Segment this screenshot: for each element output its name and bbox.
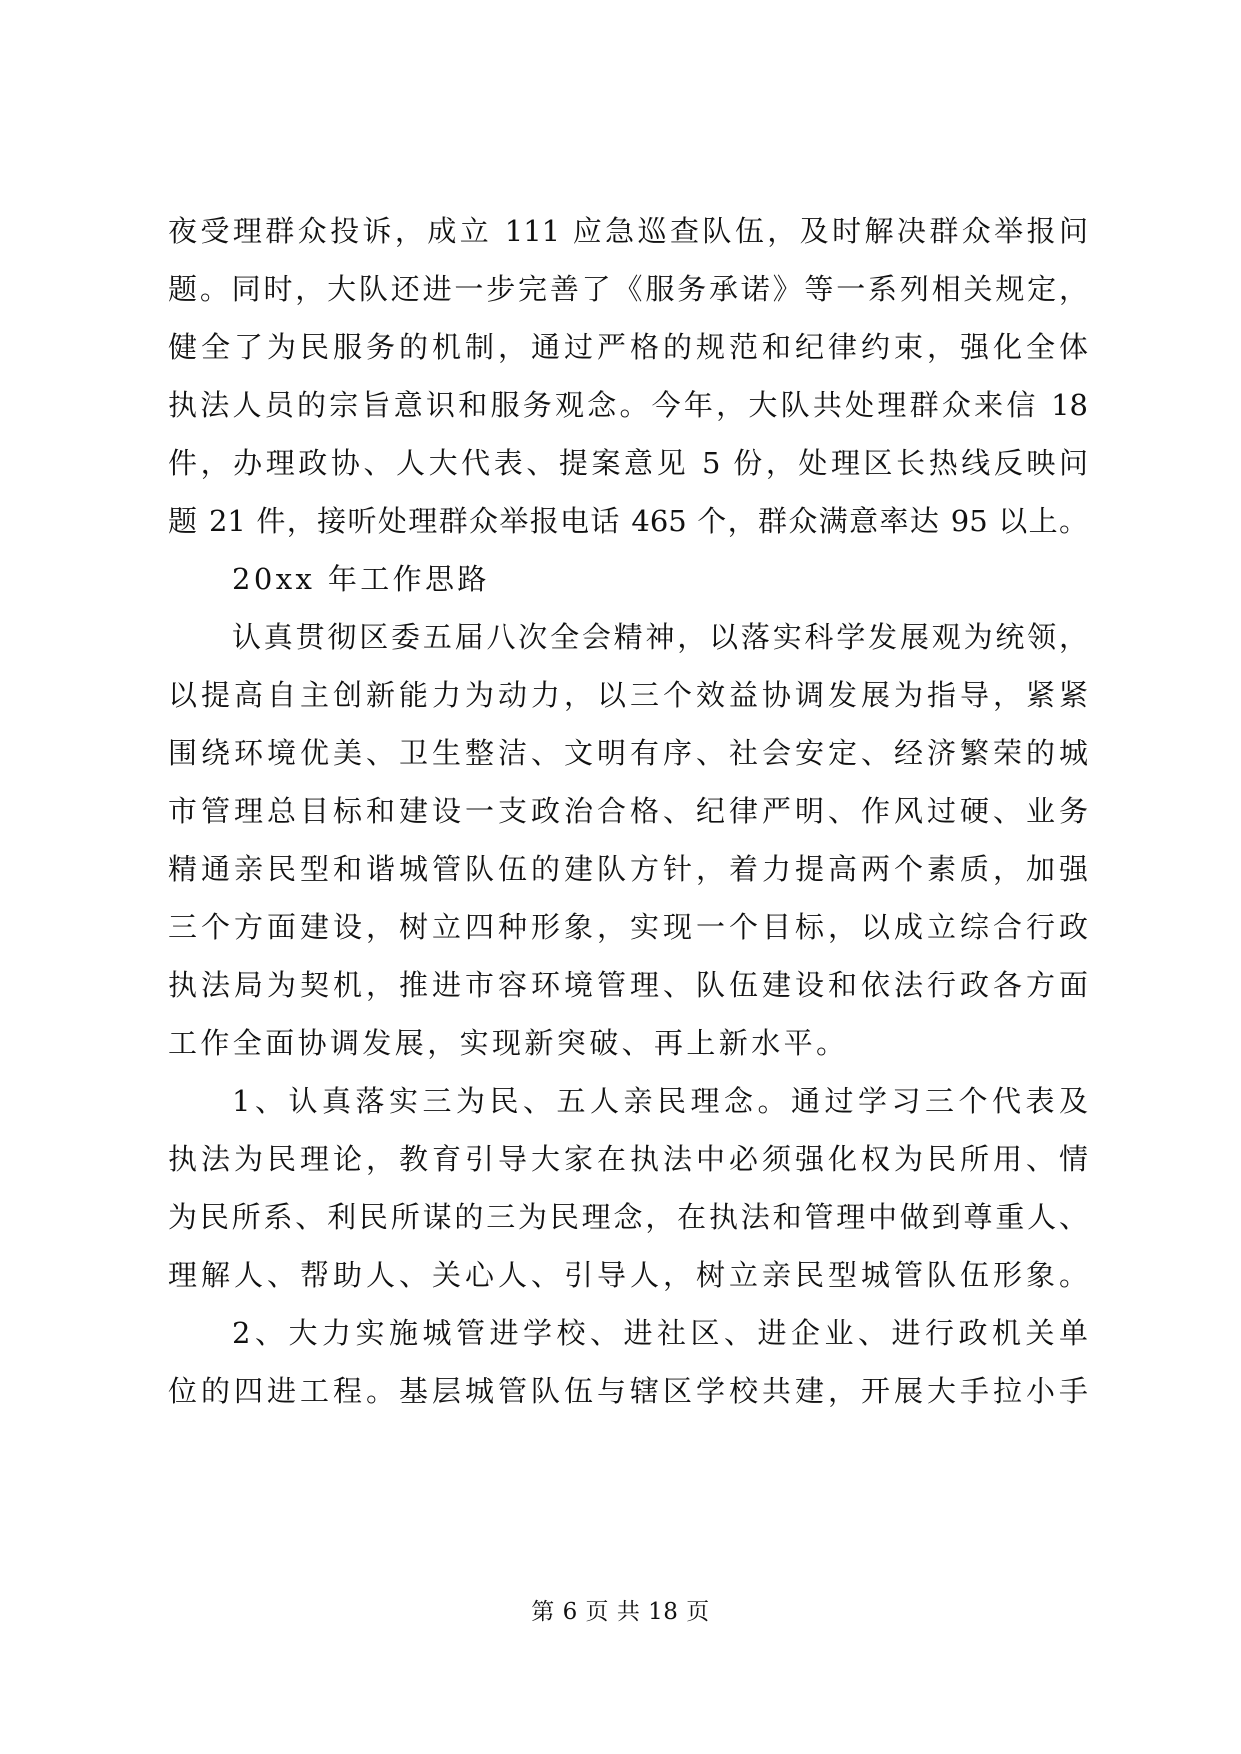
list-item-2: 2、大力实施城管进学校、进社区、进企业、进行政机关单 (232, 1316, 1088, 1350)
list-item-1: 1、认真落实三为民、五人亲民理念。通过学习三个代表及 (232, 1084, 1088, 1118)
text-line: 围绕环境优美、卫生整洁、文明有序、社会安定、经济繁荣的城 (168, 736, 1088, 770)
text-line: 工作全面协调发展，实现新突破、再上新水平。 (168, 1026, 849, 1060)
page-footer: 第 6 页 共 18 页 (531, 1599, 710, 1625)
section-heading: 20xx 年工作思路 (232, 562, 490, 596)
text-line: 执法为民理论，教育引导大家在执法中必须强化权为民所用、情 (168, 1142, 1088, 1176)
text-line: 夜受理群众投诉，成立 111 应急巡查队伍，及时解决群众举报问 (168, 214, 1088, 248)
text-line: 认真贯彻区委五届八次全会精神，以落实科学发展观为统领， (232, 620, 1088, 654)
text-line: 以提高自主创新能力为动力，以三个效益协调发展为指导，紧紧 (168, 678, 1088, 712)
text-line: 三个方面建设，树立四种形象，实现一个目标，以成立综合行政 (168, 910, 1088, 944)
text-line: 件，办理政协、人大代表、提案意见 5 份，处理区长热线反映问 (168, 446, 1088, 480)
text-line: 题 21 件，接听处理群众举报电话 465 个，群众满意率达 95 以上。 (168, 504, 1088, 538)
text-line: 为民所系、利民所谋的三为民理念，在执法和管理中做到尊重人、 (168, 1200, 1088, 1234)
text-line: 精通亲民型和谐城管队伍的建队方针，着力提高两个素质，加强 (168, 852, 1088, 886)
text-line: 执法人员的宗旨意识和服务观念。今年，大队共处理群众来信 18 (168, 388, 1088, 422)
text-line: 位的四进工程。基层城管队伍与辖区学校共建，开展大手拉小手 (168, 1374, 1088, 1408)
text-line: 健全了为民服务的机制，通过严格的规范和纪律约束，强化全体 (168, 330, 1088, 364)
text-line: 理解人、帮助人、关心人、引导人，树立亲民型城管队伍形象。 (168, 1258, 1088, 1292)
text-line: 执法局为契机，推进市容环境管理、队伍建设和依法行政各方面 (168, 968, 1088, 1002)
text-line: 题。同时，大队还进一步完善了《服务承诺》等一系列相关规定， (168, 272, 1088, 306)
text-line: 市管理总目标和建设一支政治合格、纪律严明、作风过硬、业务 (168, 794, 1088, 828)
